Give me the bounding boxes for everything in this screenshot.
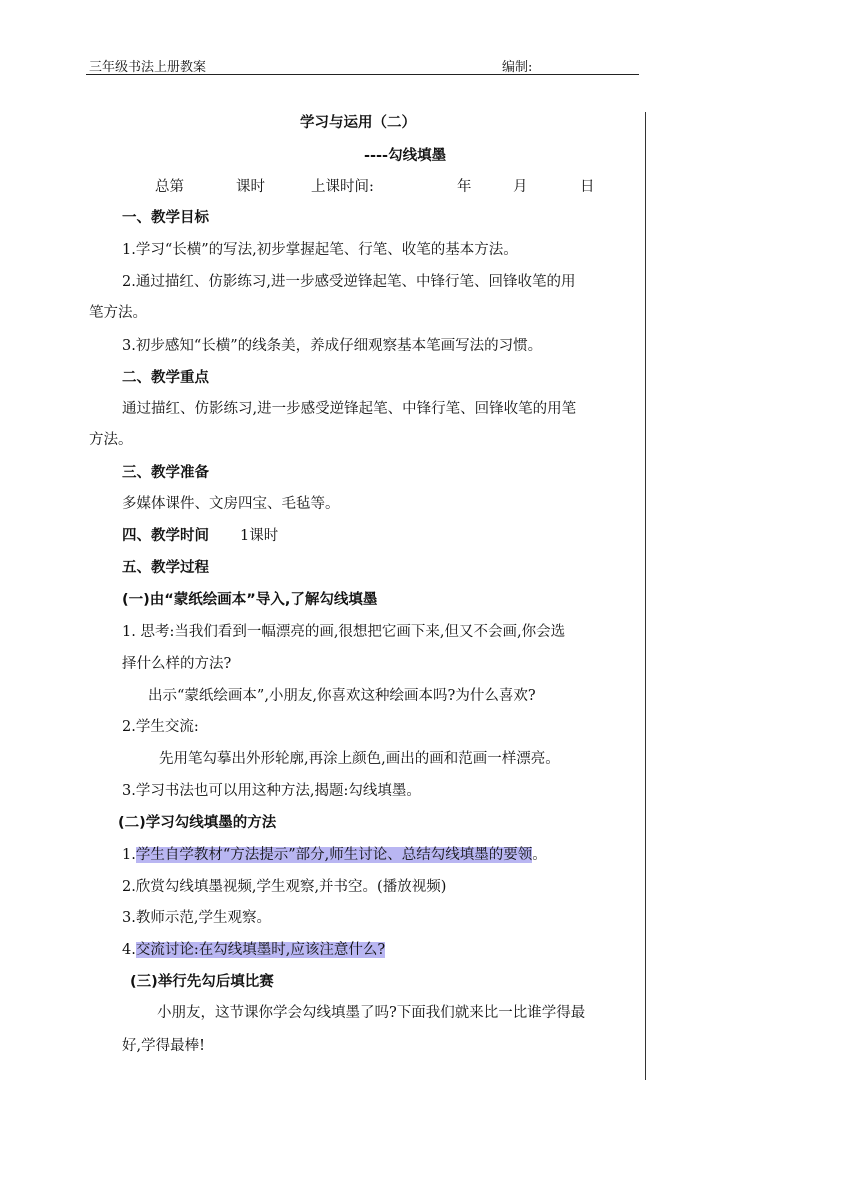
meta-month: 月 [513, 179, 528, 195]
section-heading-goals: 一、教学目标 [122, 210, 209, 226]
subsection-heading-2: (二)学习勾线填墨的方法 [118, 815, 277, 831]
lesson-subtitle: ----勾线填墨 [364, 148, 447, 164]
paragraph: 2.学生交流: [122, 719, 199, 735]
meta-total: 总第 [155, 179, 184, 195]
paragraph: 3.初步感知“长横”的线条美，养成仔细观察基本笔画写法的习惯。 [122, 338, 543, 354]
paragraph: 3.学习书法也可以用这种方法,揭题:勾线填墨。 [122, 783, 421, 799]
header-right: 编制: [502, 60, 533, 75]
paragraph: 多媒体课件、文房四宝、毛毡等。 [122, 496, 340, 512]
paragraph: 通过描红、仿影练习,进一步感受逆锋起笔、中锋行笔、回锋收笔的用笔 [122, 401, 577, 417]
paragraph: 2.欣赏勾线填墨视频,学生观察,并书空。(播放视频) [122, 879, 447, 895]
subsection-heading-1: (一)由“蒙纸绘画本”导入,了解勾线填墨 [122, 592, 378, 608]
paragraph: 方法。 [89, 432, 133, 448]
lesson-title: 学习与运用（二） [300, 115, 416, 131]
meta-time-label: 上课时间: [311, 179, 374, 195]
section-heading-time: 四、教学时间 [122, 528, 209, 544]
meta-year: 年 [457, 179, 472, 195]
meta-lesson: 课时 [236, 179, 265, 195]
paragraph: 先用笔勾摹出外形轮廓,再涂上颜色,画出的画和范画一样漂亮。 [159, 751, 560, 767]
paragraph: 出示“蒙纸绘画本”,小朋友,你喜欢这种绘画本吗?为什么喜欢? [148, 688, 536, 704]
section-heading-focus: 二、教学重点 [122, 370, 209, 386]
subsection-heading-3: (三)举行先勾后填比赛 [130, 974, 274, 990]
paragraph: 2.通过描红、仿影练习,进一步感受逆锋起笔、中锋行笔、回锋收笔的用 [122, 274, 576, 290]
paragraph: 小朋友，这节课你学会勾线填墨了吗?下面我们就来比一比谁学得最 [157, 1005, 586, 1021]
paragraph: 好,学得最棒! [122, 1038, 205, 1054]
item-number: 4. [122, 942, 136, 958]
paragraph-highlighted [122, 845, 547, 865]
meta-day: 日 [580, 179, 595, 195]
section-heading-process: 五、教学过程 [122, 560, 209, 576]
paragraph: 择什么样的方法? [122, 656, 232, 672]
time-value: 1课时 [240, 528, 279, 544]
paragraph-highlighted [122, 940, 385, 960]
item-number: 1. [122, 847, 136, 863]
header-rule [86, 74, 639, 75]
highlight-text: 交流讨论:在勾线填墨时,应该注意什么? [135, 942, 386, 958]
paragraph: 1.学习“长横”的写法,初步掌握起笔、行笔、收笔的基本方法。 [122, 242, 518, 258]
section-heading-prep: 三、教学准备 [122, 465, 209, 481]
header-left: 三年级书法上册教案 [89, 60, 207, 75]
paragraph: 3.教师示范,学生观察。 [122, 910, 271, 926]
paragraph: 笔方法。 [89, 305, 147, 321]
right-margin-line [645, 112, 646, 1080]
paragraph: 1. 思考:当我们看到一幅漂亮的画,很想把它画下来,但又不会画,你会选 [122, 624, 566, 640]
item-end: 。 [532, 847, 547, 863]
highlight-text: 学生自学教材“方法提示”部分,师生讨论、总结勾线填墨的要领 [135, 847, 533, 863]
